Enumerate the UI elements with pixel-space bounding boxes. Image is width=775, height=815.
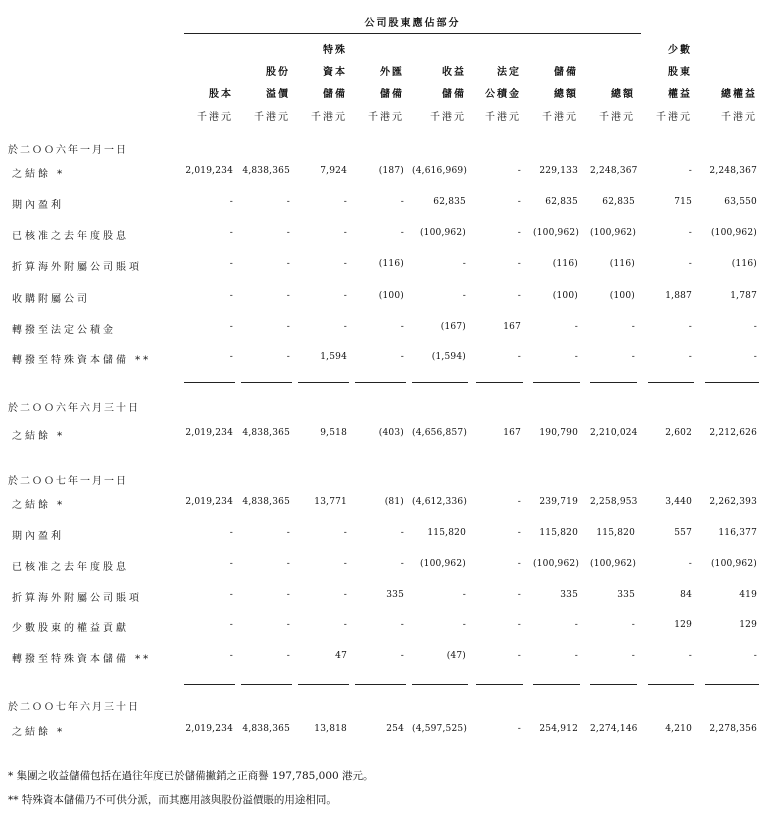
column-header-line: 資本	[323, 67, 347, 78]
subtotal-rule	[590, 684, 637, 685]
column-unit: 千港元	[430, 112, 466, 123]
table-cell: -	[343, 559, 347, 569]
table-cell: -	[343, 259, 347, 269]
table-cell: -	[286, 291, 290, 301]
column-unit: 千港元	[599, 112, 635, 123]
subtotal-rule	[533, 684, 580, 685]
column-header-line: 儲備	[380, 89, 404, 100]
table-cell: -	[229, 197, 233, 207]
table-cell: -	[229, 259, 233, 269]
column-unit: 千港元	[254, 112, 290, 123]
table-cell: 115,820	[427, 528, 466, 538]
table-cell: -	[343, 228, 347, 238]
table-cell: -	[286, 352, 290, 362]
table-cell: 167	[503, 322, 521, 332]
column-header-line: 股份	[266, 67, 290, 78]
section-date-label: 於二ＯＯ六年一月一日	[8, 145, 128, 156]
table-cell: -	[286, 651, 290, 661]
table-cell: 4,210	[665, 724, 692, 734]
row-label: 轉撥至特殊資本儲備 **	[12, 355, 152, 366]
row-label: 轉撥至特殊資本儲備 **	[12, 654, 152, 665]
table-cell: 62,835	[602, 197, 635, 207]
row-label: 之結餘 *	[12, 169, 66, 180]
table-cell: 2,262,393	[709, 497, 757, 507]
subtotal-rule	[241, 382, 292, 383]
table-cell: -	[462, 259, 466, 269]
table-cell: -	[343, 620, 347, 630]
table-cell: 2,019,234	[185, 428, 233, 438]
column-header-line: 少數	[668, 45, 692, 56]
row-label: 之結餘 *	[12, 500, 66, 511]
column-header-line: 總權益	[721, 89, 757, 100]
table-cell: -	[286, 228, 290, 238]
column-header-line: 股東	[668, 67, 692, 78]
column-unit: 千港元	[485, 112, 521, 123]
table-cell: -	[574, 620, 578, 630]
table-cell: 2,019,234	[185, 497, 233, 507]
table-cell: 239,719	[539, 497, 578, 507]
column-unit: 千港元	[721, 112, 757, 123]
table-cell: -	[517, 352, 521, 362]
table-cell: 2,274,146	[590, 724, 638, 734]
table-cell: 129	[739, 620, 757, 630]
row-label: 少數股東的權益貢獻	[12, 623, 129, 634]
table-cell: 229,133	[539, 166, 578, 176]
table-cell: 1,594	[320, 352, 347, 362]
row-label: 已核准之去年度股息	[12, 231, 129, 242]
table-cell: (100,962)	[590, 228, 637, 238]
table-cell: (116)	[378, 259, 404, 269]
row-label: 收購附屬公司	[12, 294, 90, 305]
table-cell: 13,818	[314, 724, 347, 734]
table-cell: (403)	[378, 428, 404, 438]
section-date-label: 於二ＯＯ七年一月一日	[8, 476, 128, 487]
table-cell: 1,787	[730, 291, 757, 301]
table-cell: (100,962)	[710, 228, 757, 238]
table-cell: 116,377	[718, 528, 757, 538]
table-cell: 557	[674, 528, 692, 538]
table-cell: (116)	[731, 259, 757, 269]
table-cell: -	[688, 166, 692, 176]
table-cell: -	[462, 590, 466, 600]
table-cell: -	[631, 651, 635, 661]
row-label: 期內盈利	[12, 200, 64, 211]
column-unit: 千港元	[311, 112, 347, 123]
table-cell: 715	[674, 197, 692, 207]
table-cell: -	[286, 259, 290, 269]
table-cell: 2,248,367	[590, 166, 638, 176]
column-header-line: 溢價	[266, 89, 290, 100]
table-cell: 2,210,024	[590, 428, 638, 438]
table-cell: -	[286, 197, 290, 207]
table-cell: -	[574, 352, 578, 362]
table-cell: -	[631, 352, 635, 362]
table-cell: -	[517, 620, 521, 630]
subtotal-rule	[648, 684, 694, 685]
column-header-line: 權益	[668, 89, 692, 100]
table-cell: 84	[680, 590, 692, 600]
table-cell: 7,924	[320, 166, 347, 176]
table-cell: -	[229, 620, 233, 630]
table-cell: -	[343, 322, 347, 332]
table-cell: 419	[739, 590, 757, 600]
table-cell: -	[517, 724, 521, 734]
subtotal-rule	[412, 684, 468, 685]
table-cell: -	[229, 228, 233, 238]
table-cell: -	[753, 352, 757, 362]
table-cell: -	[574, 322, 578, 332]
table-cell: -	[229, 590, 233, 600]
table-cell: (187)	[378, 166, 404, 176]
table-cell: -	[462, 291, 466, 301]
subtotal-rule	[476, 684, 523, 685]
table-cell: -	[688, 559, 692, 569]
footnote-special-reserve: ** 特殊資本儲備乃不可供分派，而其應用該與股份溢價賬的用途相同。	[8, 794, 337, 806]
column-header-line: 儲備	[442, 89, 466, 100]
table-cell: 335	[560, 590, 578, 600]
table-cell: -	[688, 228, 692, 238]
column-unit: 千港元	[197, 112, 233, 123]
subtotal-rule	[648, 382, 694, 383]
subtotal-rule	[705, 382, 759, 383]
table-cell: 254	[386, 724, 404, 734]
table-cell: 129	[674, 620, 692, 630]
subtotal-rule	[355, 382, 406, 383]
table-cell: 254,912	[539, 724, 578, 734]
table-cell: -	[286, 528, 290, 538]
table-cell: 4,838,365	[242, 724, 290, 734]
table-cell: -	[517, 197, 521, 207]
table-cell: 47	[335, 651, 347, 661]
table-cell: 2,019,234	[185, 724, 233, 734]
table-cell: (100,962)	[710, 559, 757, 569]
subtotal-rule	[298, 382, 349, 383]
row-label: 之結餘 *	[12, 431, 66, 442]
table-cell: -	[574, 651, 578, 661]
table-cell: -	[688, 651, 692, 661]
table-cell: -	[286, 322, 290, 332]
table-cell: 9,518	[320, 428, 347, 438]
table-cell: -	[517, 528, 521, 538]
section-date-label: 於二ＯＯ六年六月三十日	[8, 403, 140, 414]
table-cell: -	[688, 352, 692, 362]
table-cell: -	[517, 228, 521, 238]
subtotal-rule	[533, 382, 580, 383]
table-cell: 115,820	[539, 528, 578, 538]
column-unit: 千港元	[542, 112, 578, 123]
table-cell: (4,612,336)	[412, 497, 468, 507]
table-cell: 2,278,356	[709, 724, 757, 734]
table-cell: -	[753, 322, 757, 332]
column-header-line: 儲備	[323, 89, 347, 100]
table-cell: -	[400, 528, 404, 538]
table-cell: -	[631, 620, 635, 630]
table-cell: 2,212,626	[709, 428, 757, 438]
table-cell: -	[400, 651, 404, 661]
footnote-goodwill: * 集團之收益儲備包括在過往年度已於儲備撇銷之正商譽 197,785,000 港元。	[8, 770, 374, 782]
table-cell: -	[400, 228, 404, 238]
table-cell: -	[343, 528, 347, 538]
subtotal-rule	[476, 382, 523, 383]
table-cell: -	[343, 197, 347, 207]
table-cell: (100,962)	[533, 559, 580, 569]
table-cell: -	[400, 197, 404, 207]
subtotal-rule	[590, 382, 637, 383]
table-cell: 4,838,365	[242, 166, 290, 176]
group-title: 公司股東應佔部分	[364, 18, 461, 29]
table-cell: (100,962)	[533, 228, 580, 238]
table-cell: (81)	[384, 497, 404, 507]
table-cell: 62,835	[433, 197, 466, 207]
table-cell: -	[286, 559, 290, 569]
table-cell: (4,597,525)	[412, 724, 468, 734]
subtotal-rule	[412, 382, 468, 383]
table-cell: -	[229, 651, 233, 661]
table-cell: -	[343, 590, 347, 600]
column-unit: 千港元	[656, 112, 692, 123]
table-cell: -	[286, 590, 290, 600]
column-header-line: 法定	[497, 67, 521, 78]
table-cell: 190,790	[539, 428, 578, 438]
table-cell: 335	[386, 590, 404, 600]
table-cell: (100)	[552, 291, 578, 301]
row-label: 轉撥至法定公積金	[12, 325, 116, 336]
column-header-line: 收益	[442, 67, 466, 78]
table-cell: 167	[503, 428, 521, 438]
subtotal-rule	[184, 382, 235, 383]
column-header-line: 外匯	[380, 67, 404, 78]
table-cell: (116)	[609, 259, 635, 269]
table-cell: 2,019,234	[185, 166, 233, 176]
table-cell: 4,838,365	[242, 497, 290, 507]
table-cell: 2,602	[665, 428, 692, 438]
column-header-line: 儲備	[554, 67, 578, 78]
table-cell: (100,962)	[590, 559, 637, 569]
table-cell: (100)	[378, 291, 404, 301]
table-cell: 115,820	[596, 528, 635, 538]
table-cell: -	[753, 651, 757, 661]
column-header-line: 特殊	[323, 45, 347, 56]
table-cell: 2,248,367	[709, 166, 757, 176]
table-cell: -	[517, 590, 521, 600]
table-cell: -	[400, 352, 404, 362]
table-cell: -	[229, 322, 233, 332]
table-cell: -	[229, 352, 233, 362]
subtotal-rule	[241, 684, 292, 685]
table-cell: -	[286, 620, 290, 630]
subtotal-rule	[298, 684, 349, 685]
table-cell: 4,838,365	[242, 428, 290, 438]
table-cell: -	[517, 497, 521, 507]
table-cell: -	[517, 291, 521, 301]
subtotal-rule	[705, 684, 759, 685]
table-cell: 2,258,953	[590, 497, 638, 507]
table-cell: 335	[617, 590, 635, 600]
table-cell: (47)	[446, 651, 466, 661]
table-cell: -	[517, 166, 521, 176]
table-cell: -	[462, 620, 466, 630]
table-cell: -	[400, 620, 404, 630]
row-label: 折算海外附屬公司賬項	[12, 262, 142, 273]
row-label: 已核准之去年度股息	[12, 562, 129, 573]
table-cell: -	[517, 259, 521, 269]
table-cell: -	[229, 291, 233, 301]
table-cell: (100)	[609, 291, 635, 301]
table-cell: -	[343, 291, 347, 301]
table-cell: -	[631, 322, 635, 332]
column-header-line: 股本	[209, 89, 233, 100]
table-cell: -	[400, 559, 404, 569]
table-cell: 62,835	[545, 197, 578, 207]
column-unit: 千港元	[368, 112, 404, 123]
table-cell: 63,550	[724, 197, 757, 207]
table-cell: -	[229, 559, 233, 569]
column-header-line: 總額	[611, 89, 635, 100]
table-cell: 1,887	[665, 291, 692, 301]
table-cell: (167)	[440, 322, 466, 332]
table-cell: 13,771	[314, 497, 347, 507]
subtotal-rule	[184, 684, 235, 685]
row-label: 折算海外附屬公司賬項	[12, 593, 142, 604]
section-date-label: 於二ＯＯ七年六月三十日	[8, 702, 140, 713]
table-cell: -	[229, 528, 233, 538]
row-label: 之結餘 *	[12, 727, 66, 738]
table-cell: -	[400, 322, 404, 332]
table-cell: -	[688, 322, 692, 332]
table-cell: -	[517, 559, 521, 569]
table-cell: (4,656,857)	[412, 428, 468, 438]
column-header-line: 總額	[554, 89, 578, 100]
table-cell: (100,962)	[419, 559, 466, 569]
table-cell: (100,962)	[419, 228, 466, 238]
table-cell: 3,440	[665, 497, 692, 507]
table-cell: (116)	[552, 259, 578, 269]
column-header-line: 公積金	[485, 89, 521, 100]
row-label: 期內盈利	[12, 531, 64, 542]
table-cell: (4,616,969)	[412, 166, 468, 176]
table-cell: -	[517, 651, 521, 661]
group-title-rule	[184, 33, 641, 34]
table-cell: (1,594)	[431, 352, 466, 362]
table-cell: -	[688, 259, 692, 269]
subtotal-rule	[355, 684, 406, 685]
